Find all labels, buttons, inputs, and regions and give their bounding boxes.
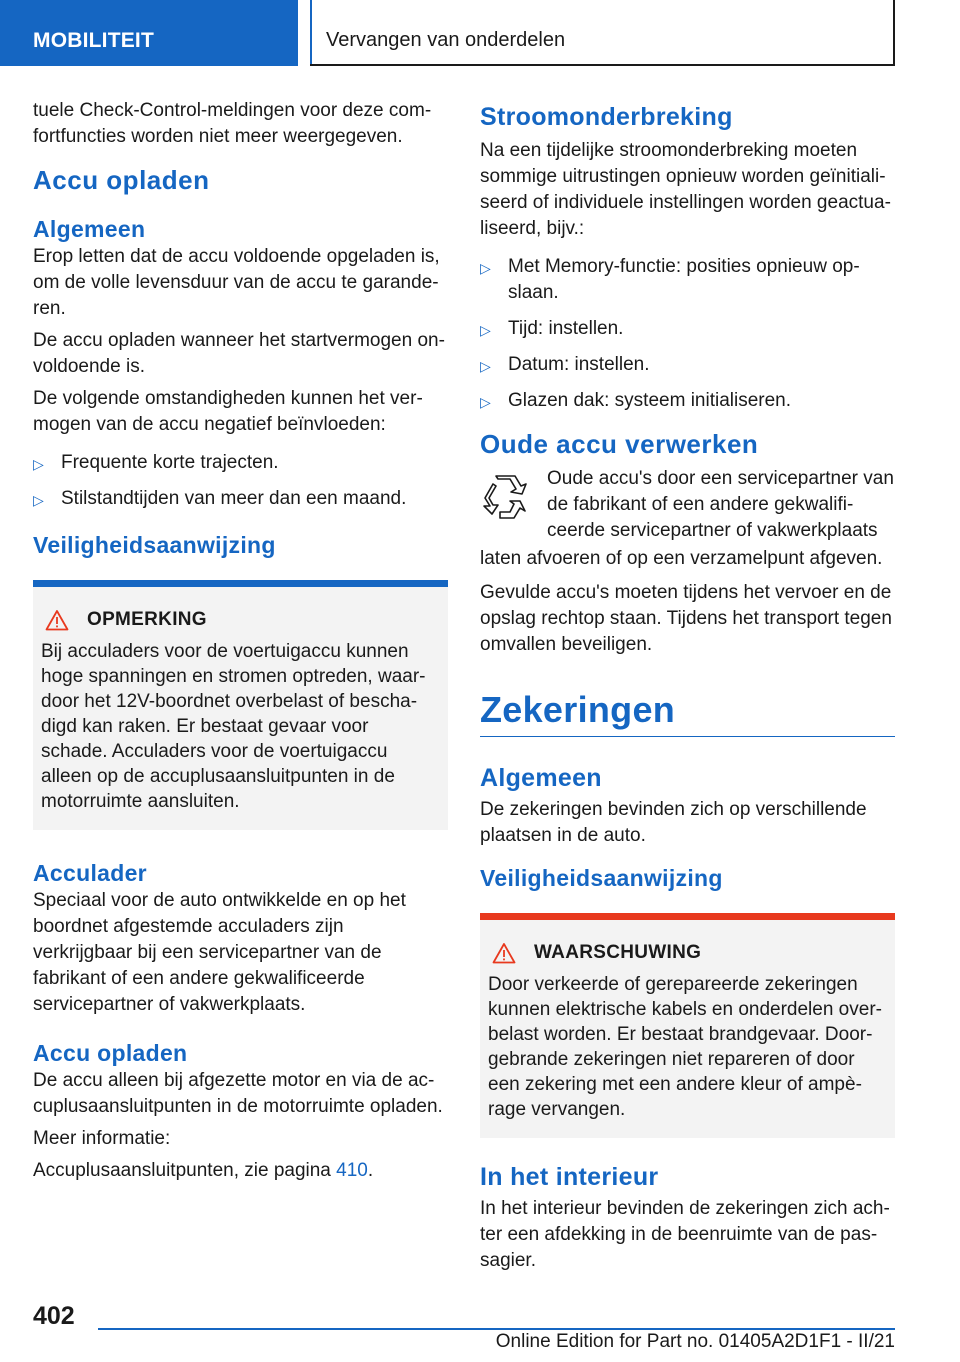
paragraph-6: Meer informatie:: [33, 1128, 171, 1149]
list-item: ▷ Datum: instellen.: [480, 352, 895, 378]
list-item: ▷ Tijd: instellen.: [480, 316, 895, 342]
list-item: ▷ Frequente korte trajecten.: [33, 450, 448, 476]
header-right-border: [893, 0, 895, 66]
heading-veiligheidsaanwijzing: Veiligheidsaanwijzing: [33, 532, 276, 558]
paragraph-2: De accu opladen wanneer het startvermogen onvoldoende is.: [33, 330, 445, 377]
notice-title: OPMERKING: [87, 609, 207, 630]
warning-header: [488, 942, 887, 964]
recycle-icon: [480, 474, 530, 522]
heading-algemeen: Algemeen: [480, 764, 602, 792]
list-item: ▷ Stilstandtijden van meer dan een maand.: [33, 486, 448, 512]
triangle-bullet-icon: ▷: [33, 456, 44, 472]
chapter-title: Vervangen van onderdelen: [326, 29, 566, 51]
footer-line: [98, 1328, 895, 1330]
recycle-text-cont: laten afvoeren of op een verzamelpunt afgeven.: [480, 548, 883, 569]
notice-text: Bij acculaders voor de voertuigaccu kunnen hoge spanningen en stromen optreden, waardoor het 12V-boordnet overbelast of beschadigd kan raken. Er bestaat gevaar voor schade. Acculaders voor de voertuigaccu alleen op de accuplusaansluitpunten in de motorruimte aansluiten.: [41, 641, 426, 812]
bullet-list: [33, 450, 448, 512]
triangle-bullet-icon: ▷: [480, 322, 491, 338]
heading-zekeringen: Zekeringen: [480, 688, 895, 737]
section-tab: MOBILITEIT: [0, 0, 298, 66]
heading-algemeen: Algemeen: [33, 216, 146, 242]
heading-acculader: Acculader: [33, 860, 147, 886]
header-divider: [310, 0, 312, 66]
warning-triangle-icon: [492, 942, 516, 964]
heading-accu-opladen-2: Accu opladen: [33, 1040, 188, 1066]
recycle-block: [480, 466, 895, 546]
triangle-bullet-icon: ▷: [480, 358, 491, 374]
paragraph-4: Speciaal voor de auto ontwikkelde en op het boordnet afgestemde acculaders zijn verkrijgbaar bij een servicepartner van de fabrikant of een andere gekwalificeerde servicepartner of vakwerkplaats.: [33, 890, 406, 1015]
recycle-text: Oude accu's door een servicepartner van de fabrikant of een andere gekwalificeerde servicepartner of vakwerkplaats: [547, 468, 894, 541]
notice-header: [41, 609, 440, 631]
intro-paragraph: tuele Check-Control-meldingen voor deze comfortfuncties worden niet meer weergegeven.: [33, 100, 432, 147]
heading-stroomonderbreking: Stroomonderbreking: [480, 103, 733, 131]
right-column: [480, 102, 895, 1280]
page-number: 402: [33, 1302, 75, 1330]
heading-veiligheidsaanwijzing: Veiligheidsaanwijzing: [480, 865, 723, 891]
heading-accu-opladen: Accu opladen: [33, 165, 210, 195]
paragraph-3: De volgende omstandigheden kunnen het vermogen van de accu negatief beïnvloeden:: [33, 388, 423, 435]
triangle-bullet-icon: ▷: [33, 492, 44, 508]
page-header: [0, 0, 960, 66]
triangle-bullet-icon: ▷: [480, 260, 491, 276]
header-bottom-border: [310, 64, 895, 66]
paragraph-5: De accu alleen bij afgezette motor en via de accuplusaansluitpunten in de motorruimte opladen.: [33, 1070, 443, 1117]
list-item: ▷ Met Memory-functie: posities opnieuw opslaan.: [480, 256, 860, 303]
paragraph-7: Accuplusaansluitpunten, zie pagina 410.: [33, 1160, 374, 1181]
triangle-bullet-icon: ▷: [480, 394, 491, 410]
warning-title: WAARSCHUWING: [534, 942, 702, 963]
bullet-list: [480, 254, 895, 414]
left-column: [33, 98, 448, 1190]
paragraph-4: In het interieur bevinden de zekeringen zich achter een afdekking in de beenruimte van de passagier.: [480, 1198, 890, 1271]
list-item: ▷ Glazen dak: systeem initialiseren.: [480, 388, 895, 414]
warning-text: Door verkeerde of gerepareerde zekeringen kunnen elektrische kabels en onderdelen overbelast worden. Er bestaat brandgevaar. Doorgebrande zekeringen niet repareren of door een zekering met een andere kleur of ampèrage vervangen.: [488, 974, 882, 1120]
paragraph-3: De zekeringen bevinden zich op verschillende plaatsen in de auto.: [480, 799, 867, 846]
edition-text: Online Edition for Part no. 01405A2D1F1 - II/21: [495, 1331, 895, 1352]
paragraph-2: Gevulde accu's moeten tijdens het vervoer en de opslag rechtop staan. Tijdens het transport tegen omvallen beveiligen.: [480, 582, 892, 655]
warning-triangle-icon: [45, 609, 69, 631]
paragraph-1: Na een tijdelijke stroomonderbreking moeten sommige uitrustingen opnieuw worden geïnitialiseerd of individuele instellingen worden geactualiseerd, bijv.:: [480, 140, 891, 239]
heading-oude-accu: Oude accu verwerken: [480, 429, 759, 459]
page-reference-link[interactable]: 410: [336, 1160, 368, 1181]
paragraph-1: Erop letten dat de accu voldoende opgeladen is, om de volle levensduur van de accu te garanderen.: [33, 246, 440, 319]
heading-interieur: In het interieur: [480, 1163, 659, 1191]
warning-box: [480, 913, 895, 1138]
notice-box: [33, 580, 448, 830]
